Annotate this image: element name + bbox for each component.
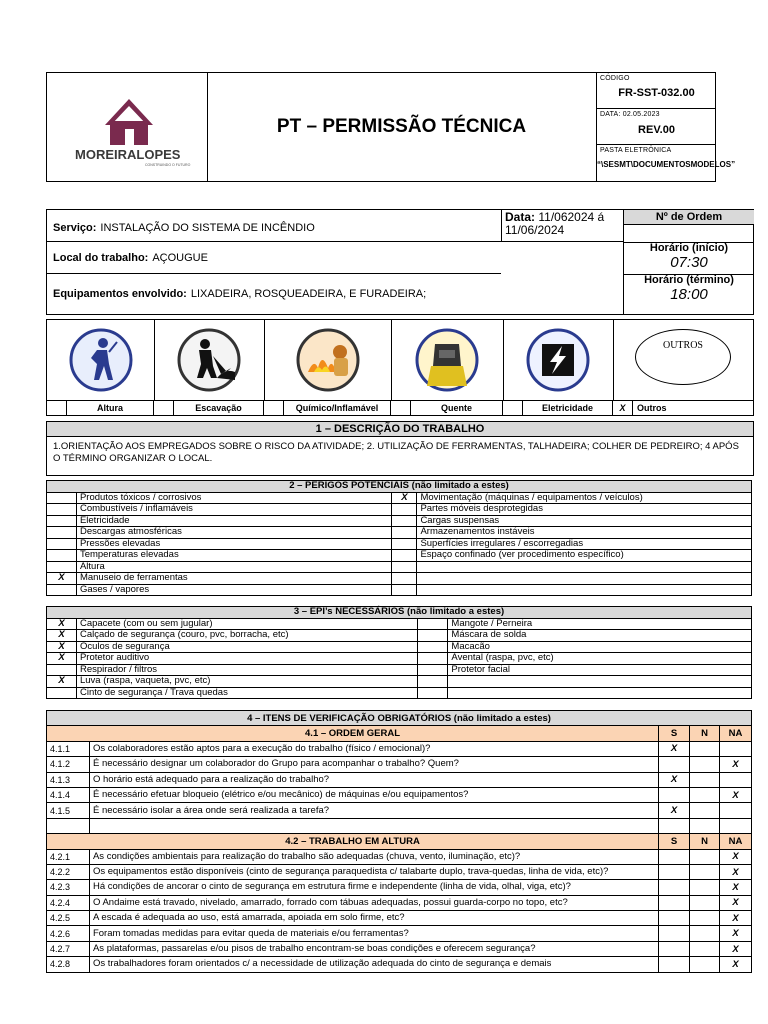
perigo-row (47, 504, 752, 516)
epi-row (47, 653, 752, 665)
item-na: X (719, 757, 751, 772)
item-na (719, 803, 751, 818)
item-na: X (719, 864, 751, 879)
item-n (690, 772, 720, 787)
item-n (690, 926, 720, 941)
item-s (659, 787, 690, 802)
epi-row (47, 676, 752, 688)
company-logo (47, 73, 208, 181)
item-s (659, 864, 690, 879)
section-3-title: 3 – EPI’s NECESSÁRIOS (não limitado a estes) (47, 607, 752, 619)
inicio-cell (623, 242, 754, 275)
hazard-label-altura: Altura (67, 401, 154, 416)
verificacao-row (47, 941, 752, 956)
item-number: 4.2.4 (47, 895, 90, 910)
epi-label-left: Capacete (com ou sem jugular) (76, 618, 418, 630)
hazard-labels (47, 400, 753, 416)
quente-icon (391, 320, 504, 400)
blank-row (47, 818, 752, 833)
item-number: 4.2.7 (47, 941, 90, 956)
epi-label-right: Avental (raspa, pvc, etc) (448, 653, 752, 665)
rev-value: REV.00 (638, 124, 675, 136)
section-perigos (46, 480, 752, 596)
hazard-label-escavacao: Escavação (174, 401, 264, 416)
item-na: X (719, 911, 751, 926)
epi-check-right (418, 618, 448, 630)
hazard-mark-outros: X (613, 401, 633, 416)
epi-check-right (418, 687, 448, 699)
item-s (659, 849, 690, 864)
epi-row (47, 630, 752, 642)
item-number: 4.1.3 (47, 772, 90, 787)
perigo-label-left: Gases / vapores (76, 584, 392, 596)
hazard-mark-quente (391, 401, 411, 416)
perigo-check-right (392, 573, 417, 585)
perigo-check-left (47, 550, 77, 562)
item-n (690, 895, 720, 910)
blank-cell (659, 818, 690, 833)
item-number: 4.2.2 (47, 864, 90, 879)
verificacao-row (47, 926, 752, 941)
blank-cell (719, 818, 751, 833)
epi-label-right: Protetor facial (448, 664, 752, 676)
perigo-label-right: Armazenamentos instáveis (417, 527, 752, 539)
service-info (46, 209, 754, 315)
item-n (690, 849, 720, 864)
document-title: PT – PERMISSÃO TÉCNICA (276, 116, 527, 137)
perigo-label-left: Produtos tóxicos / corrosivos (76, 492, 392, 504)
outros-oval: OUTROS (635, 329, 731, 385)
perigo-row (47, 550, 752, 562)
item-question: As plataformas, passarelas e/ou pisos de trabalho encontram-se boas condições e oferecem segurança? (89, 941, 658, 956)
hazard-label-eletricidade: Eletricidade (523, 401, 613, 416)
local-label: Local do trabalho: (53, 251, 149, 264)
perigo-label-left: Altura (76, 561, 392, 573)
item-s (659, 911, 690, 926)
section-verificacao (46, 710, 752, 973)
hazard-label-outros: Outros (637, 403, 667, 413)
blank-cell (47, 818, 90, 833)
item-n (690, 880, 720, 895)
item-n (690, 803, 720, 818)
item-question: O Andaime está travado, nivelado, amarrado, forrado com tábuas adequadas, possui guarda-corpo no topo, etc? (89, 895, 658, 910)
item-s: X (659, 741, 690, 756)
blank-cell (89, 818, 658, 833)
item-s (659, 941, 690, 956)
item-question: Os trabalhadores foram orientados c/ a necessidade de utilização adequada do cinto de segurança e demais (89, 957, 658, 972)
epi-row (47, 664, 752, 676)
perigo-row (47, 561, 752, 573)
item-number: 4.2.3 (47, 880, 90, 895)
perigo-label-right: Movimentação (máquinas / equipamentos / veículos) (417, 492, 752, 504)
hazard-mark-altura (47, 401, 67, 416)
item-number: 4.2.5 (47, 911, 90, 926)
item-s (659, 926, 690, 941)
epi-label-right: Máscara de solda (448, 630, 752, 642)
perigo-check-right (392, 561, 417, 573)
item-na: X (719, 941, 751, 956)
document-meta (596, 73, 736, 181)
item-s: X (659, 772, 690, 787)
verificacao-row (47, 957, 752, 972)
perigo-row (47, 573, 752, 585)
epi-check-left: X (47, 676, 77, 688)
item-n (690, 741, 720, 756)
codigo-value: FR-SST-032.00 (618, 87, 695, 99)
servico-row (47, 210, 501, 242)
perigo-row (47, 584, 752, 596)
col-n-header: N (690, 726, 720, 741)
col-na-header: NA (719, 726, 751, 741)
equip-row (47, 274, 501, 314)
pasta-value: “\SESMT\DOCUMENTOSMODELOS” (597, 160, 736, 169)
group-trabalho-altura (47, 834, 752, 849)
epi-row (47, 641, 752, 653)
item-question: Há condições de ancorar o cinto de segurança em estrutura firme e independente (linha de vida, olhal, viga, etc)? (89, 880, 658, 895)
perigo-label-left: Pressões elevadas (76, 538, 392, 550)
quimico-inflamavel-icon (264, 320, 392, 400)
data-label: Data: (505, 210, 536, 224)
perigo-row (47, 492, 752, 504)
verificacao-row (47, 849, 752, 864)
perigo-label-right (417, 584, 752, 596)
verificacao-row (47, 864, 752, 879)
verificacao-row (47, 803, 752, 818)
descricao-text: 1.ORIENTAÇÃO AOS EMPREGADOS SOBRE O RISCO DA ATIVIDADE; 2. UTILIZAÇÃO DE FERRAMENTAS, TALHADEIRA; COLHER DE PEDREIRO; 4 APÓS O TÉRMINO ORGANIZAR O LOCAL. (53, 441, 739, 464)
item-s (659, 757, 690, 772)
col-n-header: N (690, 834, 720, 849)
blank-cell (690, 818, 720, 833)
epi-check-left: X (47, 618, 77, 630)
verificacao-row (47, 741, 752, 756)
servico-value: INSTALAÇÃO DO SISTEMA DE INCÊNDIO (100, 222, 315, 234)
epi-label-left: Luva (raspa, vaqueta, pvc, etc) (76, 676, 418, 688)
epi-label-left: Respirador / filtros (76, 664, 418, 676)
perigo-check-left (47, 538, 77, 550)
outros-icon (613, 320, 753, 400)
item-n (690, 911, 720, 926)
item-na (719, 772, 751, 787)
item-number: 4.1.5 (47, 803, 90, 818)
item-question: Os colaboradores estão aptos para a execução do trabalho (físico / emocional)? (89, 741, 658, 756)
perigo-label-left: Manuseio de ferramentas (76, 573, 392, 585)
hazard-label-quente: Quente (411, 401, 503, 416)
perigo-label-left: Descargas atmosféricas (76, 527, 392, 539)
termino-label: Horário (término) (644, 274, 734, 286)
perigo-row (47, 527, 752, 539)
item-question: É necessário designar um colaborador do Grupo para acompanhar o trabalho? Quem? (89, 757, 658, 772)
servico-label: Serviço: (53, 222, 97, 234)
col-s-header: S (659, 726, 690, 741)
epi-check-right (418, 630, 448, 642)
item-n (690, 757, 720, 772)
perigo-check-left: X (47, 573, 77, 585)
local-value: AÇOUGUE (152, 251, 208, 264)
verificacao-row (47, 787, 752, 802)
col-s-header: S (659, 834, 690, 849)
item-number: 4.1.2 (47, 757, 90, 772)
logo-tagline: CONSTRUINDO O FUTURO (145, 163, 191, 167)
epi-label-right: Mangote / Perneira (448, 618, 752, 630)
verificacao-row (47, 911, 752, 926)
item-number: 4.1.1 (47, 741, 90, 756)
item-n (690, 941, 720, 956)
item-n (690, 787, 720, 802)
document-header (46, 72, 736, 182)
escavacao-icon (154, 320, 265, 400)
group-ordem-geral (47, 726, 752, 741)
equip-value: LIXADEIRA, ROSQUEADEIRA, E FURADEIRA; (190, 288, 427, 300)
perigo-check-left (47, 515, 77, 527)
epi-check-left: X (47, 653, 77, 665)
epi-label-left: Oculos de segurança (76, 641, 418, 653)
perigo-check-right (392, 584, 417, 596)
epi-row (47, 687, 752, 699)
item-s: X (659, 803, 690, 818)
perigo-label-left: Combustíveis / inflamáveis (76, 504, 392, 516)
col-na-header: NA (719, 834, 751, 849)
data-value: 11/062024 á 11/06/2024 (505, 210, 605, 237)
ordem-label: Nº de Ordem (624, 210, 754, 225)
epi-label-right: Macacão (448, 641, 752, 653)
perigo-label-right: Superfícies irregulares / escorregadias (417, 538, 752, 550)
epi-label-right (448, 676, 752, 688)
item-s (659, 957, 690, 972)
section-1-title: 1 – DESCRIÇÃO DO TRABALHO (47, 422, 753, 437)
item-number: 4.1.4 (47, 787, 90, 802)
epi-check-left: X (47, 630, 77, 642)
perigo-check-left (47, 584, 77, 596)
perigo-check-right (392, 538, 417, 550)
item-question: A escada é adequada ao uso, está amarrada, apoiada em solo firme, etc? (89, 911, 658, 926)
item-n (690, 957, 720, 972)
local-row (47, 242, 501, 274)
inicio-value: 07:30 (670, 254, 708, 271)
hazard-icons (46, 319, 754, 416)
perigo-label-left: Eletricidade (76, 515, 392, 527)
group-ordem-geral-title: 4.1 – ORDEM GERAL (47, 726, 659, 741)
codigo-label: CÓDIGO (600, 75, 630, 82)
item-question: É necessário isolar a área onde será realizada a tarefa? (89, 803, 658, 818)
item-question: Os equipamentos estão disponíveis (cinto de segurança paraquedista c/ talabarte duplo, trava-quedas, linha de vida, etc)? (89, 864, 658, 879)
verificacao-row (47, 880, 752, 895)
perigo-check-left (47, 504, 77, 516)
group-trabalho-altura-title: 4.2 – TRABALHO EM ALTURA (47, 834, 659, 849)
item-question: As condições ambientais para realização do trabalho são adequadas (chuva, vento, iluminação, etc)? (89, 849, 658, 864)
epi-check-right (418, 664, 448, 676)
perigo-label-left: Temperaturas elevadas (76, 550, 392, 562)
section-4-title: 4 – ITENS DE VERIFICAÇÃO OBRIGATÓRIOS (não limitado a estes) (47, 711, 752, 726)
perigo-check-right (392, 515, 417, 527)
perigo-check-left (47, 527, 77, 539)
verificacao-row (47, 895, 752, 910)
termino-value: 18:00 (670, 286, 708, 303)
epi-label-left: Cinto de segurança / Trava quedas (76, 687, 418, 699)
epi-check-right (418, 676, 448, 688)
epi-check-left (47, 687, 77, 699)
altura-icon (47, 320, 155, 400)
section-2-title: 2 – PERIGOS POTENCIAIS (não limitado a estes) (47, 481, 752, 493)
perigo-check-right (392, 504, 417, 516)
item-n (690, 864, 720, 879)
hazard-mark-escavacao (154, 401, 174, 416)
epi-label-left: Protetor auditivo (76, 653, 418, 665)
epi-row (47, 618, 752, 630)
pasta-label: PASTA ELETRÔNICA (600, 147, 672, 154)
item-na: X (719, 957, 751, 972)
item-number: 4.2.8 (47, 957, 90, 972)
perigo-label-right: Partes móveis desprotegidas (417, 504, 752, 516)
logo-text: MOREIRALOPES (75, 147, 181, 162)
perigo-label-right: Espaço confinado (ver procedimento específico) (417, 550, 752, 562)
ordem-cell (623, 210, 754, 243)
data-cell (501, 210, 623, 242)
item-na: X (719, 849, 751, 864)
item-s (659, 895, 690, 910)
perigo-label-right (417, 561, 752, 573)
item-na: X (719, 787, 751, 802)
epi-label-left: Calçado de segurança (couro, pvc, borracha, etc) (76, 630, 418, 642)
item-question: É necessário efetuar bloqueio (elétrico e/ou mecânico) de máquinas e/ou equipamentos? (89, 787, 658, 802)
epi-check-right (418, 653, 448, 665)
item-na: X (719, 880, 751, 895)
section-descricao (46, 421, 754, 476)
hazard-mark-eletricidade (503, 401, 523, 416)
hazard-label-quimico: Químico/Inflamável (284, 401, 391, 416)
item-na (719, 741, 751, 756)
inicio-label: Horário (início) (649, 242, 729, 254)
epi-check-right (418, 641, 448, 653)
item-question: O horário está adequado para a realização do trabalho? (89, 772, 658, 787)
epi-check-left: X (47, 641, 77, 653)
perigo-check-right: X (392, 492, 417, 504)
perigo-row (47, 538, 752, 550)
perigo-check-right (392, 527, 417, 539)
verificacao-row (47, 772, 752, 787)
item-number: 4.2.6 (47, 926, 90, 941)
termino-cell (623, 274, 754, 314)
perigo-row (47, 515, 752, 527)
perigo-check-left (47, 561, 77, 573)
section-epis (46, 606, 752, 699)
equip-label: Equipamentos envolvido: (53, 288, 187, 300)
eletricidade-icon (503, 320, 614, 400)
perigo-label-right: Cargas suspensas (417, 515, 752, 527)
item-na: X (719, 895, 751, 910)
hazard-mark-quimico (264, 401, 284, 416)
item-number: 4.2.1 (47, 849, 90, 864)
epi-check-left (47, 664, 77, 676)
perigo-check-left (47, 492, 77, 504)
data-label: DATA: 02.05.2023 (600, 111, 660, 118)
item-na: X (719, 926, 751, 941)
epi-label-right (448, 687, 752, 699)
item-question: Foram tomadas medidas para evitar queda de materiais e/ou ferramentas? (89, 926, 658, 941)
perigo-label-right (417, 573, 752, 585)
item-s (659, 880, 690, 895)
verificacao-row (47, 757, 752, 772)
perigo-check-right (392, 550, 417, 562)
